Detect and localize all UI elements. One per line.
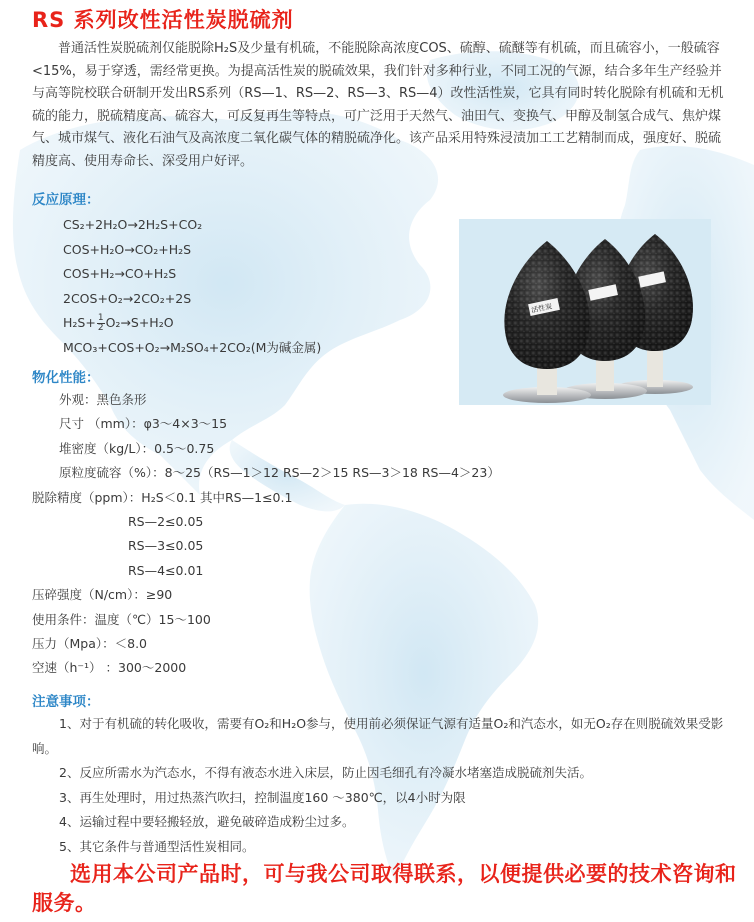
reaction-item: 2COS+O₂→2CO₂+2S xyxy=(63,290,192,306)
flask-illustration xyxy=(459,219,711,405)
reaction-item xyxy=(63,311,321,336)
property-precision-rs3: RS—3≤0.05 xyxy=(128,538,204,554)
property-density: 堆密度（kg/L）：0.5～0.75 xyxy=(59,440,215,456)
note-item: 4、运输过程中要轻搬轻放，避免破碎造成粉尘过多。 xyxy=(59,814,355,829)
property-precision-rs2: RS—2≤0.05 xyxy=(128,513,204,529)
note-item: 2、反应所需水为汽态水，不得有液态水进入床层，防止因毛细孔有冷凝水堵塞造成脱硫剂失活。 xyxy=(59,765,592,780)
reaction-item: CS₂+2H₂O→2H₂S+CO₂ xyxy=(63,217,203,232)
property-appearance: 外观：黑色条形 xyxy=(59,392,147,407)
intro-paragraph: 普通活性炭脱硫剂仅能脱除H₂S及少量有机硫，不能脱除高浓度COS、硫醇、硫醚等有机硫，而且硫容小，一般硫容<15%，易于穿透，需经常更换。为提高活性炭的脱硫效果，我们针对多种行业，不同工况的气源，结合多年生产经验并与高等院校联合研制开发出RS系列（RS—1、RS—2、RS—3、RS—4）改性活性炭，它具有同时转化脱除有机硫和无机硫的能力，脱硫精度高、硫容大，可反复再生等特点，可广泛用于天然气、油田气、变换气、甲醇及制氢合成气、焦炉煤气、城市煤气、液化石油气及高浓度二氧化碳气体的精脱硫净化。该产品采用特殊浸渍加工工艺精制而成，强度好、脱硫精度高、使用寿命长、深受用户好评。 xyxy=(32,41,724,169)
product-photo xyxy=(459,219,711,405)
reaction-item: COS+H₂O→CO₂+H₂S xyxy=(63,241,192,257)
property-pressure: 压力（Mpa）：＜8.0 xyxy=(32,635,148,651)
page-title: RS 系列改性活性炭脱硫剂 xyxy=(32,8,294,32)
fraction-numerator: 1 xyxy=(97,313,104,323)
reaction-part: O₂→S+H₂O xyxy=(105,315,174,330)
reaction-item: MCO₃+COS+O₂→M₂SO₄+2CO₂(M为碱金属) xyxy=(63,339,322,355)
reaction-part: H₂S+ xyxy=(63,315,96,330)
reaction-list xyxy=(63,213,321,360)
reaction-item: COS+H₂→CO+H₂S xyxy=(63,266,177,281)
property-list xyxy=(32,388,500,681)
notes-heading: 注意事项： xyxy=(32,694,100,710)
note-item: 3、再生处理时，用过热蒸汽吹扫，控制温度160 ～380℃，以4小时为限 xyxy=(59,789,466,805)
flask-left xyxy=(503,241,591,403)
note-item: 1、对于有机硫的转化吸收，需要有O₂和H₂O参与，使用前必须保证气源有适量O₂和汽态水，如无O₂存在则脱硫效果受影响。 xyxy=(32,716,724,756)
property-precision: 脱除精度（ppm）：H₂S＜0.1 其中RS—1≤0.1 xyxy=(32,489,293,505)
contact-statement: 选用本公司产品时，可与我公司取得联系，以便提供必要的技术咨询和服务。 xyxy=(32,862,737,915)
reaction-heading: 反应原理： xyxy=(32,192,100,208)
fraction xyxy=(97,314,105,333)
property-capacity: 原粒度硫容（%）：8～25（RS—1＞12 RS—2＞15 RS—3＞18 RS—4＞23） xyxy=(59,465,500,481)
physical-heading: 物化性能： xyxy=(32,370,100,386)
flask-label: 活性炭 xyxy=(530,302,553,315)
property-precision-rs4: RS—4≤0.01 xyxy=(128,562,204,578)
property-strength: 压碎强度（N/cm）：≥90 xyxy=(32,587,173,603)
property-velocity: 空速（h⁻¹） ：300～2000 xyxy=(32,660,187,676)
note-item: 5、其它条件与普通型活性炭相同。 xyxy=(59,838,255,854)
property-conditions: 使用条件：温度（℃）15～100 xyxy=(32,611,211,627)
fraction-denominator: 2 xyxy=(97,323,104,333)
notes-list xyxy=(32,712,738,859)
property-size: 尺寸 （mm）：φ3～4×3～15 xyxy=(59,416,228,432)
